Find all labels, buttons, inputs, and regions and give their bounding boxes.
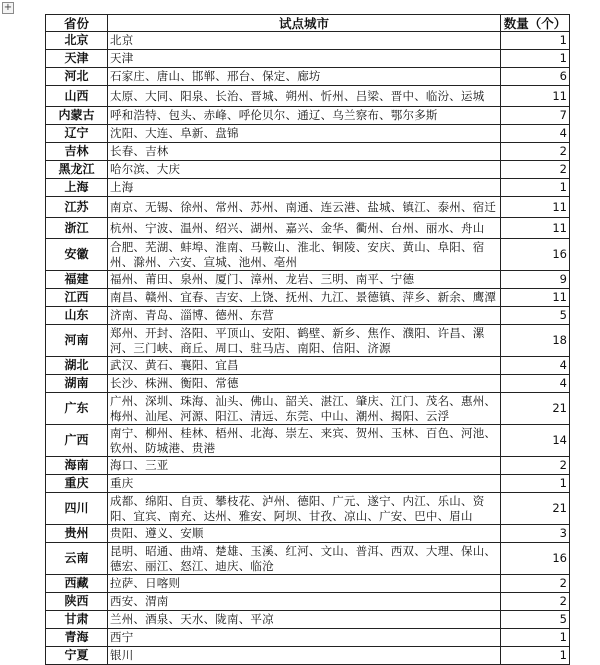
cities-cell[interactable] [108,271,501,289]
province-cell[interactable] [46,357,108,375]
cities-cell[interactable] [108,179,501,197]
table-row [46,393,570,425]
table-row [46,375,570,393]
count-label: 11 [552,88,567,103]
count-cell[interactable] [501,457,570,475]
province-label: 浙江 [64,220,89,235]
province-cell[interactable] [46,107,108,125]
table-move-handle-icon[interactable]: + [3,2,13,13]
cities-label: 福州、莆田、泉州、厦门、漳州、龙岩、三明、南平、宁德 [110,272,415,286]
cities-cell[interactable] [108,611,501,629]
cities-label: 合肥、芜湖、蚌埠、淮南、马鞍山、淮北、铜陵、安庆、黄山、阜阳、宿州、滁州、六安、宣城、池州、亳州 [110,239,485,269]
cities-label: 银川 [110,648,134,662]
table-row [46,307,570,325]
cities-label: 石家庄、唐山、邯郸、邢台、保定、廊坊 [110,69,321,83]
cities-label: 西安、渭南 [110,594,169,608]
province-label: 贵州 [64,526,89,540]
province-cell[interactable] [46,493,108,525]
cities-label: 杭州、宁波、温州、绍兴、湖州、嘉兴、金华、衢州、台州、丽水、舟山 [110,220,485,235]
count-label: 1 [559,33,567,47]
cities-label: 广州、深圳、珠海、汕头、佛山、韶关、湛江、肇庆、江门、茂名、惠州、梅州、汕尾、河源、阳江、清远、东莞、中山、潮州、揭阳、云浮 [110,393,497,423]
pilot-cities-table [45,14,570,665]
header-province: 省份 [46,15,108,32]
cities-cell[interactable] [108,107,501,125]
cities-label: 呼和浩特、包头、赤峰、呼伦贝尔、通辽、乌兰察布、鄂尔多斯 [110,108,438,122]
province-cell[interactable] [46,457,108,475]
province-cell[interactable] [46,425,108,457]
province-label: 海南 [64,458,89,472]
count-label: 11 [552,290,567,304]
table-body [46,32,570,665]
table-row [46,289,570,307]
province-label: 山东 [64,308,89,322]
cities-label: 重庆 [110,476,134,490]
cities-cell[interactable] [108,475,501,493]
count-cell[interactable] [501,325,570,357]
count-label: 1 [559,630,567,644]
province-cell[interactable] [46,525,108,543]
province-cell[interactable] [46,393,108,425]
cities-cell[interactable] [108,393,501,425]
province-label: 重庆 [64,476,89,490]
cities-cell[interactable] [108,161,501,179]
table-row [46,357,570,375]
count-cell[interactable] [501,493,570,525]
count-label: 16 [552,551,567,565]
cities-label: 太原、大同、阳泉、长治、晋城、朔州、忻州、吕梁、晋中、临汾、运城 [110,88,485,103]
count-cell[interactable] [501,32,570,50]
table-row [46,50,570,68]
cities-label: 哈尔滨、大庆 [110,162,181,176]
province-cell[interactable] [46,325,108,357]
count-label: 1 [559,51,567,65]
count-label: 16 [552,247,567,261]
province-label: 广东 [64,401,89,415]
table-row [46,86,570,107]
cities-cell[interactable] [108,68,501,86]
cities-label: 拉萨、日喀则 [110,576,181,590]
province-label: 宁夏 [64,648,89,662]
table-row [46,197,570,218]
table-row [46,543,570,575]
province-cell[interactable] [46,218,108,239]
count-label: 9 [559,272,567,286]
province-label: 广西 [64,433,89,447]
count-cell[interactable] [501,425,570,457]
province-cell[interactable] [46,32,108,50]
province-label: 河南 [64,333,89,347]
count-label: 2 [559,162,567,176]
cities-label: 南京、无锡、徐州、常州、苏州、南通、连云港、盐城、镇江、泰州、宿迁 [110,199,497,214]
count-label: 4 [559,376,567,390]
province-label: 吉林 [64,144,89,158]
cities-cell[interactable] [108,325,501,357]
province-label: 天津 [64,51,89,65]
cities-label: 北京 [110,33,134,47]
count-label: 7 [559,108,567,122]
table-row [46,125,570,143]
count-label: 1 [559,648,567,662]
province-label: 湖南 [64,376,89,390]
count-cell[interactable] [501,161,570,179]
province-cell[interactable] [46,239,108,271]
province-cell[interactable] [46,647,108,665]
province-label: 西藏 [64,576,89,590]
count-label: 21 [552,401,567,415]
province-label: 上海 [64,180,89,194]
cities-cell[interactable] [108,647,501,665]
count-label: 5 [559,308,567,322]
cities-cell[interactable] [108,86,501,107]
province-cell[interactable] [46,475,108,493]
province-label: 湖北 [64,358,89,372]
count-label: 2 [559,576,567,590]
province-label: 北京 [64,33,89,47]
count-cell[interactable] [501,68,570,86]
table-row [46,161,570,179]
cities-cell[interactable] [108,197,501,218]
count-cell[interactable] [501,50,570,68]
cities-cell[interactable] [108,32,501,50]
province-cell[interactable] [46,50,108,68]
cities-cell[interactable] [108,575,501,593]
cities-label: 长春、吉林 [110,144,169,158]
province-label: 福建 [64,272,89,286]
province-label: 青海 [64,630,89,644]
province-label: 黑龙江 [58,162,95,176]
count-label: 18 [552,333,567,347]
cities-label: 郑州、开封、洛阳、平顶山、安阳、鹤壁、新乡、焦作、濮阳、许昌、漯河、三门峡、商丘、周口、驻马店、南阳、信阳、济源 [110,325,485,355]
cities-cell[interactable] [108,289,501,307]
count-cell[interactable] [501,525,570,543]
province-cell[interactable] [46,375,108,393]
count-cell[interactable] [501,611,570,629]
cities-cell[interactable] [108,375,501,393]
table-row [46,647,570,665]
cities-label: 成都、绵阳、自贡、攀枝花、泸州、德阳、广元、遂宁、内江、乐山、资阳、宜宾、南充、达州、雅安、阿坝、甘孜、凉山、广安、巴中、眉山 [110,493,485,523]
count-label: 6 [559,69,567,83]
cities-label: 济南、青岛、淄博、德州、东营 [110,308,274,322]
count-label: 4 [559,358,567,372]
count-label: 1 [559,180,567,194]
cities-cell[interactable] [108,50,501,68]
table-header-row [46,15,570,32]
count-cell[interactable] [501,239,570,271]
province-cell[interactable] [46,197,108,218]
count-cell[interactable] [501,289,570,307]
province-cell[interactable] [46,143,108,161]
count-label: 2 [559,144,567,158]
table-row [46,575,570,593]
count-cell[interactable] [501,393,570,425]
count-label: 2 [559,594,567,608]
count-cell[interactable] [501,647,570,665]
count-label: 11 [552,199,567,214]
cities-label: 武汉、黄石、襄阳、宜昌 [110,358,239,372]
count-cell[interactable] [501,125,570,143]
table-row [46,325,570,357]
table-row [46,271,570,289]
cities-label: 兰州、酒泉、天水、陇南、平凉 [110,612,274,626]
cities-cell[interactable] [108,125,501,143]
province-cell[interactable] [46,543,108,575]
table-row [46,475,570,493]
header-cities: 试点城市 [108,15,501,32]
cities-cell[interactable] [108,218,501,239]
count-cell[interactable] [501,593,570,611]
province-cell[interactable] [46,289,108,307]
province-label: 陕西 [64,594,89,608]
table-row [46,143,570,161]
province-label: 内蒙古 [58,108,95,122]
cities-label: 西宁 [110,630,134,644]
cities-cell[interactable] [108,593,501,611]
count-label: 11 [552,220,567,235]
count-label: 14 [552,433,567,447]
cities-label: 海口、三亚 [110,458,169,472]
count-cell[interactable] [501,143,570,161]
table-row [46,457,570,475]
cities-cell[interactable] [108,425,501,457]
cities-cell[interactable] [108,239,501,271]
province-label: 甘肃 [64,612,89,626]
count-cell[interactable] [501,307,570,325]
count-cell[interactable] [501,218,570,239]
province-cell[interactable] [46,611,108,629]
table-row [46,239,570,271]
table-row [46,425,570,457]
cities-label: 南昌、赣州、宜春、吉安、上饶、抚州、九江、景德镇、萍乡、新余、鹰潭 [110,290,497,304]
count-cell[interactable] [501,357,570,375]
table-row [46,107,570,125]
cities-label: 沈阳、大连、阜新、盘锦 [110,126,239,140]
cities-cell[interactable] [108,457,501,475]
count-label: 21 [552,501,567,515]
province-label: 江西 [64,290,89,304]
cities-cell[interactable] [108,543,501,575]
count-label: 2 [559,458,567,472]
cities-label: 上海 [110,180,134,194]
province-cell[interactable] [46,593,108,611]
cities-label: 天津 [110,51,134,65]
count-cell[interactable] [501,86,570,107]
cities-cell[interactable] [108,357,501,375]
cities-label: 贵阳、遵义、安顺 [110,526,204,540]
province-label: 山西 [64,88,89,103]
province-cell[interactable] [46,271,108,289]
table-row [46,593,570,611]
count-cell[interactable] [501,197,570,218]
province-cell[interactable] [46,307,108,325]
cities-label: 长沙、株洲、衡阳、常德 [110,376,239,390]
count-cell[interactable] [501,179,570,197]
table-row [46,218,570,239]
province-cell[interactable] [46,125,108,143]
count-label: 4 [559,126,567,140]
province-cell[interactable] [46,68,108,86]
cities-cell[interactable] [108,143,501,161]
header-count: 数量（个） [501,15,570,32]
count-label: 5 [559,612,567,626]
province-label: 河北 [64,69,89,83]
cities-label: 南宁、柳州、桂林、梧州、北海、崇左、来宾、贺州、玉林、百色、河池、钦州、防城港、贵港 [110,425,497,455]
province-label: 江苏 [64,199,89,214]
cities-cell[interactable] [108,525,501,543]
province-label: 云南 [64,551,89,565]
table-row [46,493,570,525]
count-cell[interactable] [501,543,570,575]
province-label: 辽宁 [64,126,89,140]
cities-cell[interactable] [108,307,501,325]
province-cell[interactable] [46,575,108,593]
province-cell[interactable] [46,161,108,179]
table-row [46,611,570,629]
province-cell[interactable] [46,86,108,107]
count-cell[interactable] [501,575,570,593]
table-row [46,179,570,197]
count-label: 1 [559,476,567,490]
province-label: 四川 [64,501,89,515]
province-label: 安徽 [64,247,89,261]
count-cell[interactable] [501,475,570,493]
count-cell[interactable] [501,375,570,393]
count-cell[interactable] [501,107,570,125]
count-cell[interactable] [501,271,570,289]
count-label: 3 [559,526,567,540]
table-row [46,32,570,50]
table-row [46,68,570,86]
province-cell[interactable] [46,179,108,197]
cities-label: 昆明、昭通、曲靖、楚雄、玉溪、红河、文山、普洱、西双、大理、保山、德宏、丽江、怒江、迪庆、临沧 [110,543,497,573]
table-row [46,525,570,543]
cities-cell[interactable] [108,493,501,525]
